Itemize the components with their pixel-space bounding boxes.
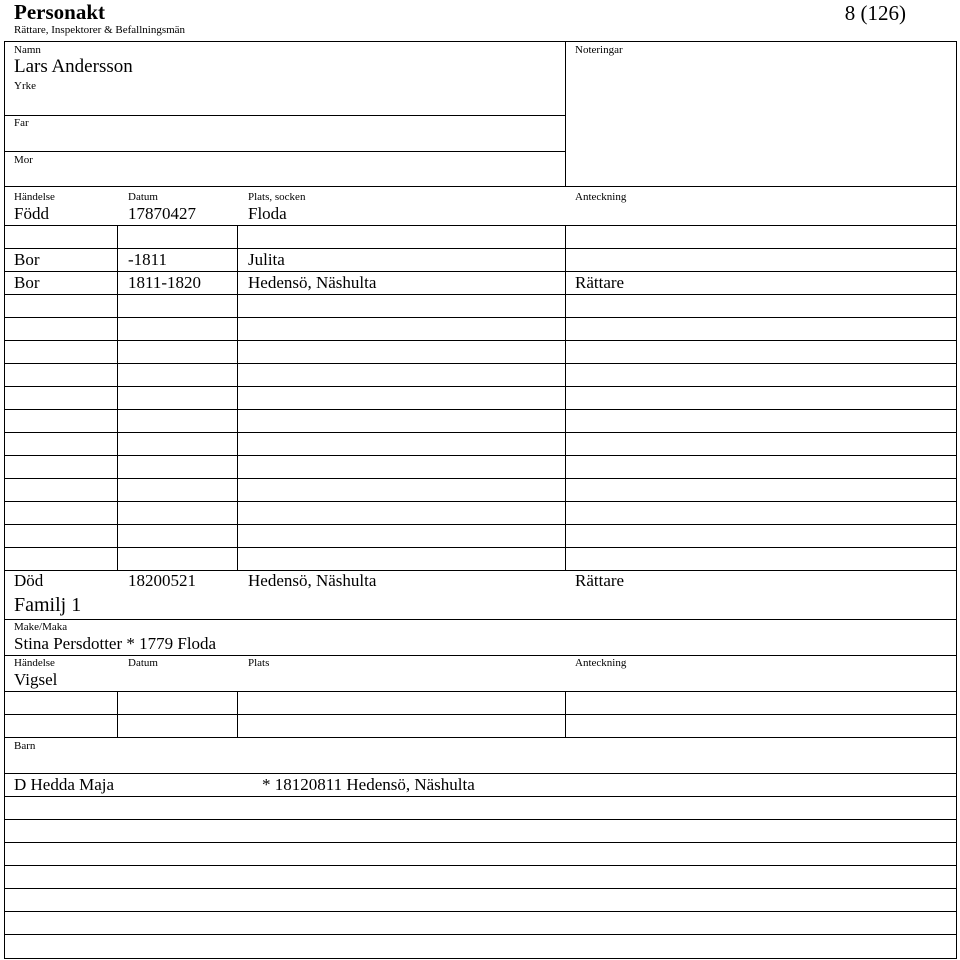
col-place-header: Plats, socken xyxy=(248,191,306,203)
page-title: Personakt xyxy=(14,0,105,24)
col-date-header: Datum xyxy=(128,191,158,203)
col-event-header: Händelse xyxy=(14,191,55,203)
family-col-place-header: Plats xyxy=(248,657,270,669)
event-type: Bor xyxy=(14,250,40,269)
father-label: Far xyxy=(14,117,29,129)
event-note: Rättare xyxy=(575,273,625,292)
mother-label: Mor xyxy=(14,154,33,166)
death-date: 18200521 xyxy=(128,571,196,590)
page-number: 8 (126) xyxy=(844,1,906,25)
spouse-name: Stina Persdotter * 1779 Floda xyxy=(14,634,217,653)
child-name: D Hedda Maja xyxy=(14,775,115,794)
page-subtitle: Rättare, Inspektorer & Befallningsmän xyxy=(14,24,186,36)
person-name: Lars Andersson xyxy=(14,56,133,77)
children-label: Barn xyxy=(14,740,36,752)
event-date: 1811-1820 xyxy=(128,273,202,292)
family-col-note-header: Anteckning xyxy=(575,657,627,669)
death-event: Död xyxy=(14,571,44,590)
event-date: -1811 xyxy=(128,250,168,269)
notes-label: Noteringar xyxy=(575,44,623,56)
family-heading: Familj 1 xyxy=(14,594,82,616)
death-note: Rättare xyxy=(575,571,625,590)
family-col-event-header: Händelse xyxy=(14,657,55,669)
death-place: Hedensö, Näshulta xyxy=(248,571,377,590)
event-type: Bor xyxy=(14,273,40,292)
marriage-event: Vigsel xyxy=(14,670,58,689)
family-col-date-header: Datum xyxy=(128,657,158,669)
child-info: * 18120811 Hedensö, Näshulta xyxy=(262,775,475,794)
event-date: 17870427 xyxy=(128,204,196,223)
event-place: Julita xyxy=(248,250,285,269)
name-label: Namn xyxy=(14,44,41,56)
spouse-label: Make/Maka xyxy=(14,621,68,633)
event-place: Floda xyxy=(248,204,287,223)
col-note-header: Anteckning xyxy=(575,191,627,203)
occupation-label: Yrke xyxy=(14,80,36,92)
event-place: Hedensö, Näshulta xyxy=(248,273,377,292)
event-type: Född xyxy=(14,204,49,223)
